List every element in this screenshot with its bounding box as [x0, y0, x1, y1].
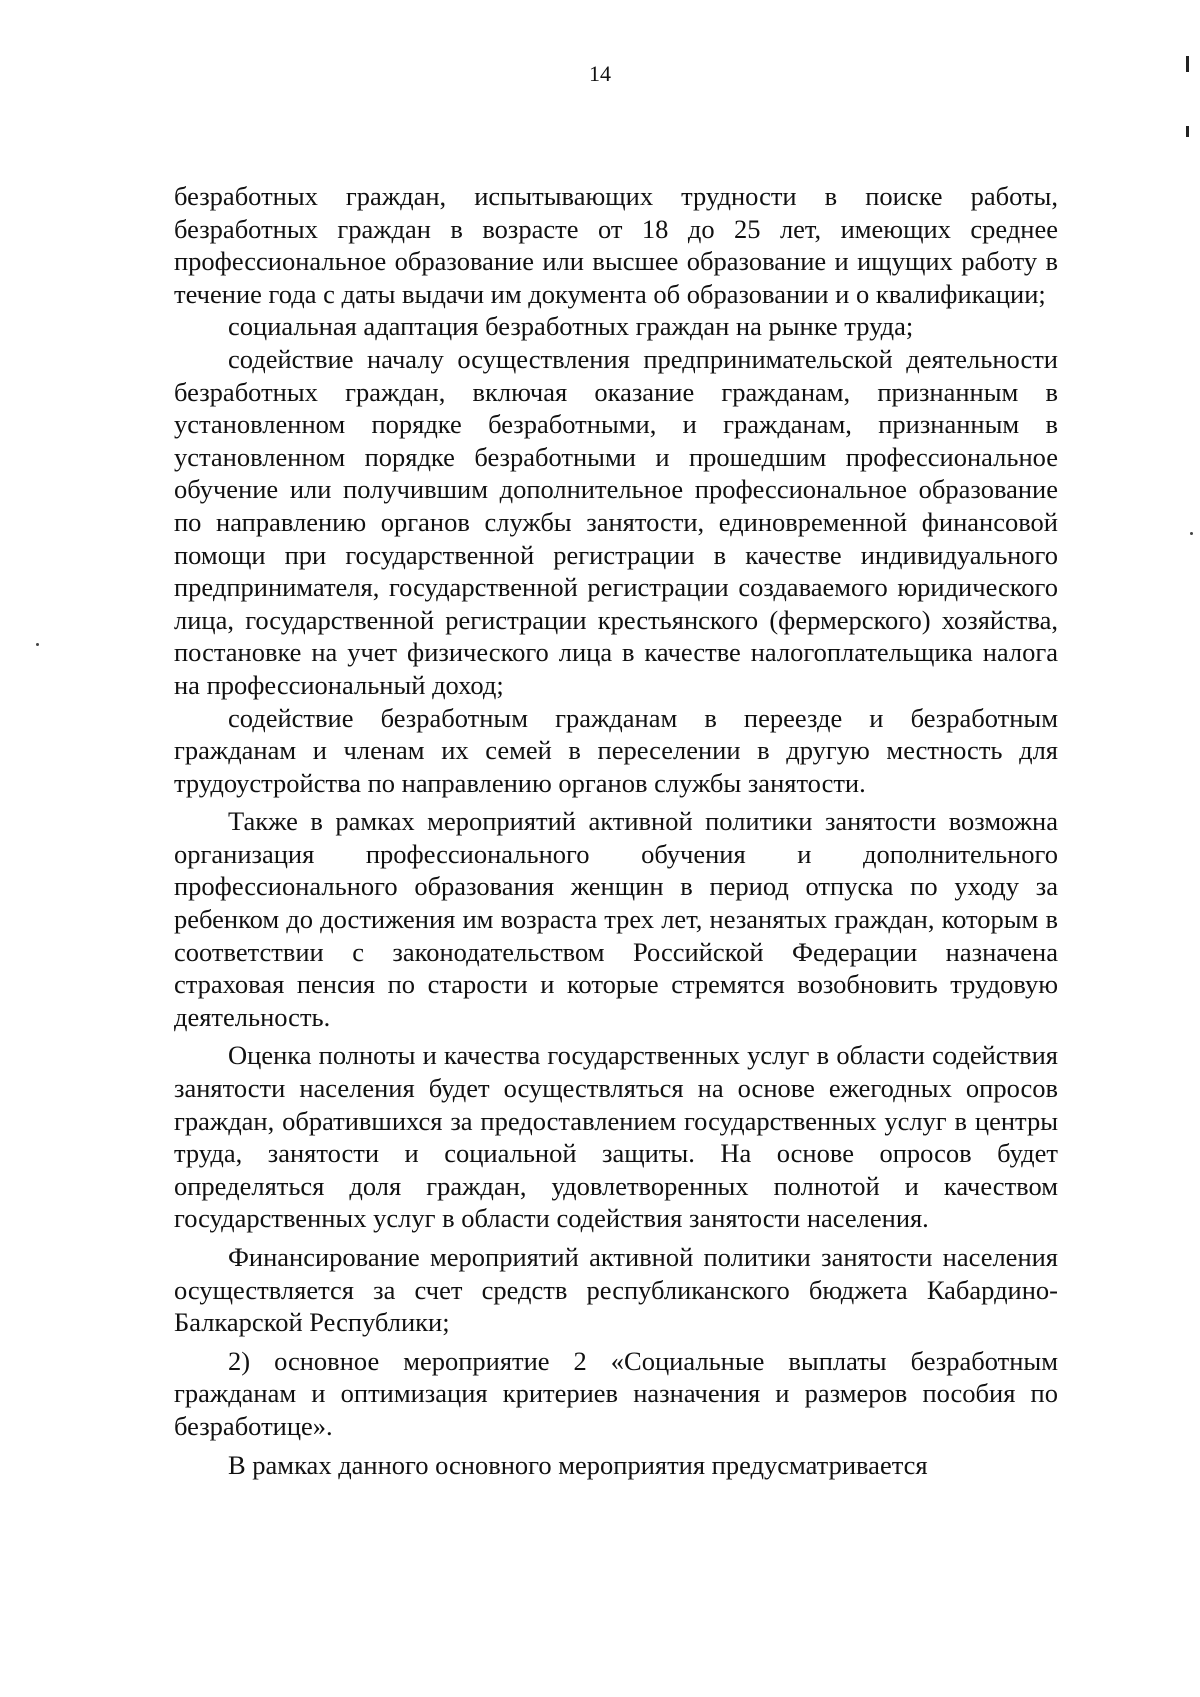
scan-speck-right	[1190, 532, 1193, 535]
paragraph-financing: Финансирование мероприятий активной политики занятости населения осуществляется за счет средств республиканского бюджета Кабардино-Балкарской Республики;	[174, 1242, 1058, 1338]
paragraph-main-measure-2: 2) основное мероприятие 2 «Социальные выплаты безработным гражданам и оптимизация критериев назначения и размеров пособия по безработице».	[174, 1345, 1058, 1441]
paragraph-quality-assessment: Оценка полноты и качества государственных услуг в области содействия занятости населения будет осуществляться на основе ежегодных опросов граждан, обратившихся за предоставлением государственных услуг в центры труда, занятости и социальной защиты. На основе опросов будет определяться доля граждан, удовлетворенных полнотой и качеством государственных услуг в области содействия занятости населения.	[174, 1040, 1058, 1234]
document-body	[174, 180, 1058, 1481]
scan-edge-mark-lower	[1186, 126, 1189, 137]
scan-edge-mark-top	[1186, 56, 1189, 72]
paragraph-social-adaptation: социальная адаптация безработных граждан на рынке труда;	[228, 311, 914, 342]
paragraph-additional-training: Также в рамках мероприятий активной политики занятости возможна организация профессионального обучения и дополнительного профессионального образования женщин в период отпуска по уходу за ребенком до достижения им возраста трех лет, незанятых граждан, которым в соответствии с законодательством Российской Федерации назначена страховая пенсия по старости и которые стремятся возобновить трудовую деятельность.	[174, 806, 1058, 1032]
scan-speck-left	[36, 643, 39, 646]
paragraph-entrepreneurship-support: содействие началу осуществления предпринимательской деятельности безработных граждан, включая оказание гражданам, признанным в установленном порядке безработными, и гражданам, признанным в установленном порядке безработными и прошедшим профессиональное обучение или получившим дополнительное профессиональное образование по направлению органов службы занятости, единовременной финансовой помощи при государственной регистрации в качестве индивидуального предпринимателя, государственной регистрации создаваемого юридического лица, государственной регистрации крестьянского (фермерского) хозяйства, постановке на учет физического лица в качестве налогоплательщика налога на профессиональный доход;	[174, 343, 1058, 700]
paragraph-relocation-support: содействие безработным гражданам в переезде и безработным гражданам и членам их семей в переселении в другую местность для трудоустройства по направлению органов службы занятости.	[174, 702, 1058, 798]
page-number: 14	[589, 61, 611, 86]
paragraph-unemployed-groups: безработных граждан, испытывающих трудности в поиске работы, безработных граждан в возрасте от 18 до 25 лет, имеющих среднее профессиональное образование или высшее образование и ищущих работу в течение года с даты выдачи им документа об образовании и о квалификации;	[174, 181, 1058, 309]
paragraph-within-measure: В рамках данного основного мероприятия предусматривается	[228, 1449, 928, 1480]
